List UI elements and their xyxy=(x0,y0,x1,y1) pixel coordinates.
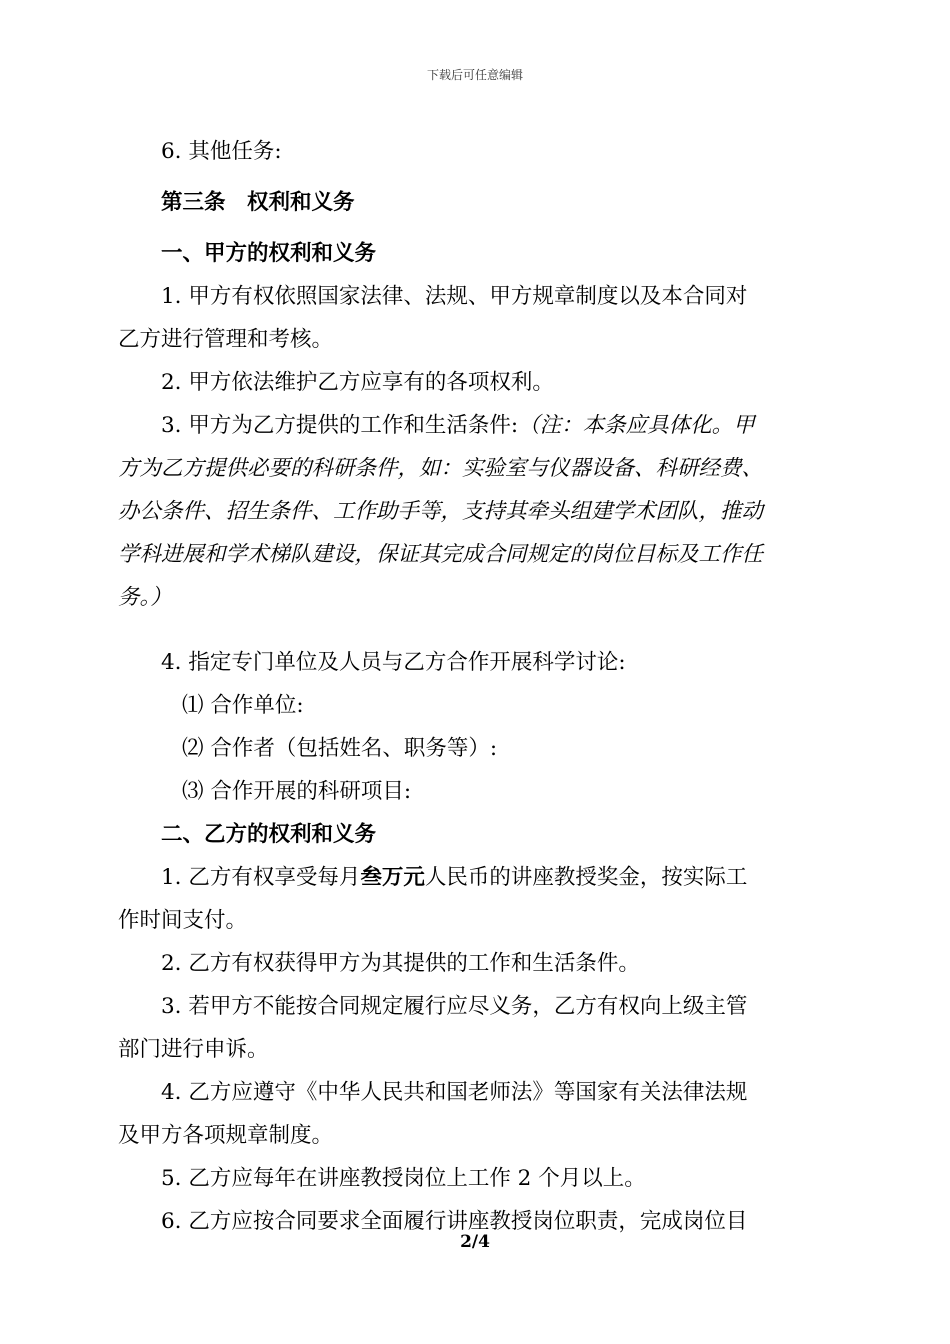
clause-1-post: 人民币的讲座教授奖金，按实际工 xyxy=(424,865,748,890)
party-a-clause-3-note-line-3: 办公条件、招生条件、工作助手等，支持其牵头组建学术团队，推动 xyxy=(118,499,764,524)
party-b-clause-4-line-2: 及甲方各项规章制度。 xyxy=(118,1123,334,1148)
section-2-title: 二、乙方的权利和义务 xyxy=(161,822,377,847)
party-a-clause-3-note-line-5: 务。） xyxy=(118,585,172,610)
party-b-clause-3-line-1: 3. 若甲方不能按合同规定履行应尽义务，乙方有权向上级主管 xyxy=(161,994,748,1019)
clause-3-prefix: 3. 甲方为乙方提供的工作和生活条件: xyxy=(161,413,519,438)
clause-1-pre: 1. 乙方有权享受每月 xyxy=(161,865,361,890)
party-a-clause-1-line-1: 1. 甲方有权依照国家法律、法规、甲方规章制度以及本合同对 xyxy=(161,284,748,309)
page-number: 2/4 xyxy=(460,1232,490,1252)
party-a-clause-3-note-line-4: 学科进展和学术梯队建设，保证其完成合同规定的岗位目标及工作任 xyxy=(118,542,764,567)
cooperator: ⑵ 合作者（包括姓名、职务等）: xyxy=(182,736,498,761)
party-b-clause-1-line-2: 作时间支付。 xyxy=(118,908,248,933)
party-b-clause-1-line-1 xyxy=(161,863,747,893)
party-a-clause-3-line-1 xyxy=(161,411,755,441)
party-a-clause-1-line-2: 乙方进行管理和考核。 xyxy=(118,327,334,352)
cooperation-unit: ⑴ 合作单位: xyxy=(182,693,304,718)
party-b-clause-5: 5. 乙方应每年在讲座教授岗位上工作 2 个月以上。 xyxy=(161,1166,646,1191)
page-header: 下载后可任意编辑 xyxy=(426,68,523,82)
article-3-title: 第三条 权利和义务 xyxy=(161,190,355,215)
party-a-clause-4: 4. 指定专门单位及人员与乙方合作开展科学讨论: xyxy=(161,650,626,675)
party-b-clause-2: 2. 乙方有权获得甲方为其提供的工作和生活条件。 xyxy=(161,951,640,976)
section-1-title: 一、甲方的权利和义务 xyxy=(161,241,377,266)
party-a-clause-2: 2. 甲方依法维护乙方应享有的各项权利。 xyxy=(161,370,554,395)
party-b-clause-6-line-1: 6. 乙方应按合同要求全面履行讲座教授岗位职责，完成岗位目 xyxy=(161,1209,748,1234)
research-project: ⑶ 合作开展的科研项目: xyxy=(182,779,412,804)
clause-3-note-start: （注：本条应具体化。甲 xyxy=(518,413,755,438)
party-a-clause-3-note-line-2: 方为乙方提供必要的科研条件，如：实验室与仪器设备、科研经费、 xyxy=(118,456,764,481)
bonus-amount: 叁万元 xyxy=(360,865,425,890)
party-b-clause-4-line-1: 4. 乙方应遵守《中华人民共和国老师法》等国家有关法律法规 xyxy=(161,1080,748,1105)
party-b-clause-3-line-2: 部门进行申诉。 xyxy=(118,1037,269,1062)
item-6-other-tasks: 6. 其他任务: xyxy=(161,139,282,164)
